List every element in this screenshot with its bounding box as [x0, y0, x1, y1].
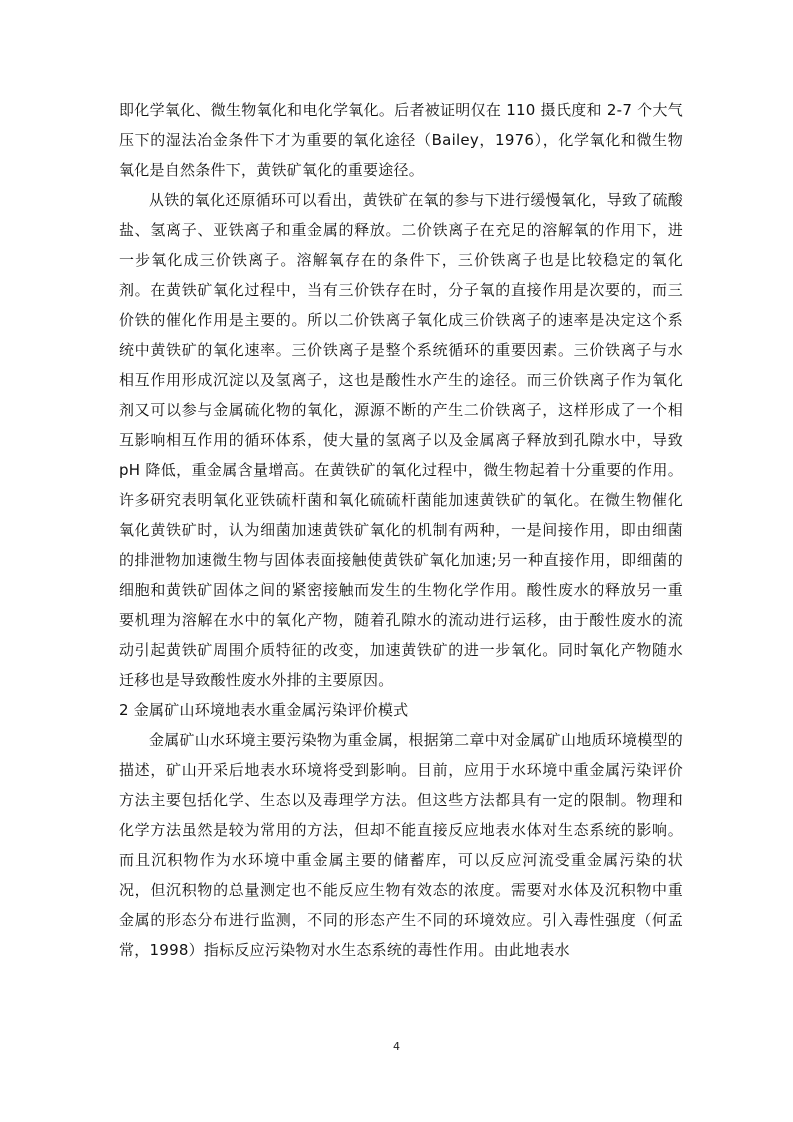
paragraph-continuation: 即化学氧化、微生物氧化和电化学氧化。后者被证明仅在 110 摄氏度和 2-7 个大气压下的湿法冶金条件下才为重要的氧化途径（Bailey，1976），化学氧化和微生物氧化是自然条件下，黄铁矿氧化的重要途径。	[119, 101, 683, 179]
paragraph-pyrite-oxidation: 从铁的氧化还原循环可以看出，黄铁矿在氧的参与下进行缓慢氧化，导致了硫酸盐、氢离子、亚铁离子和重金属的释放。二价铁离子在充足的溶解氧的作用下，进一步氧化成三价铁离子。溶解氧存在的条件下，三价铁离子也是比较稳定的氧化剂。在黄铁矿氧化过程中，当有三价铁存在时，分子氧的直接作用是次要的，而三价铁的催化作用是主要的。所以二价铁离子氧化成三价铁离子的速率是决定这个系统中黄铁矿的氧化速率。三价铁离子是整个系统循环的重要因素。三价铁离子与水相互作用形成沉淀以及氢离子，这也是酸性水产生的途径。而三价铁离子作为氧化剂又可以参与金属硫化物的氧化，源源不断的产生二价铁离子，这样形成了一个相互影响相互作用的循环体系，使大量的氢离子以及金属离子释放到孔隙水中，导致 pH 降低，重金属含量增高。在黄铁矿的氧化过程中，微生物起着十分重要的作用。许多研究表明氧化亚铁硫杆菌和氧化硫硫杆菌能加速黄铁矿的氧化。在微生物催化氧化黄铁矿时，认为细菌加速黄铁矿氧化的机制有两种，一是间接作用，即由细菌的排泄物加速微生物与固体表面接触使黄铁矿氧化加速;另一种直接作用，即细菌的细胞和黄铁矿固体之间的紧密接触而发生的生物化学作用。酸性废水的释放另一重要机理为溶解在水中的氧化产物，随着孔隙水的流动进行运移，由于酸性废水的流动引起黄铁矿周围介质特征的改变，加速黄铁矿的进一步氧化。同时氧化产物随水迁移也是导致酸性废水外排的主要原因。	[119, 191, 683, 689]
document-body	[119, 95, 683, 965]
section-heading: 2 金属矿山环境地表水重金属污染评价模式	[119, 701, 409, 719]
page-number: 4	[393, 1040, 400, 1053]
paragraph-evaluation-methods: 金属矿山水环境主要污染物为重金属，根据第二章中对金属矿山地质环境模型的描述，矿山开采后地表水环境将受到影响。目前，应用于水环境中重金属污染评价方法主要包括化学、生态以及毒理学方法。但这些方法都具有一定的限制。物理和化学方法虽然是较为常用的方法，但却不能直接反应地表水体对生态系统的影响。而且沉积物作为水环境中重金属主要的储蓄库，可以反应河流受重金属污染的状况，但沉积物的总量测定也不能反应生物有效态的浓度。需要对水体及沉积物中重金属的形态分布进行监测，不同的形态产生不同的环境效应。引入毒性强度（何孟常，1998）指标反应污染物对水生态系统的毒性作用。由此地表水	[119, 731, 683, 959]
